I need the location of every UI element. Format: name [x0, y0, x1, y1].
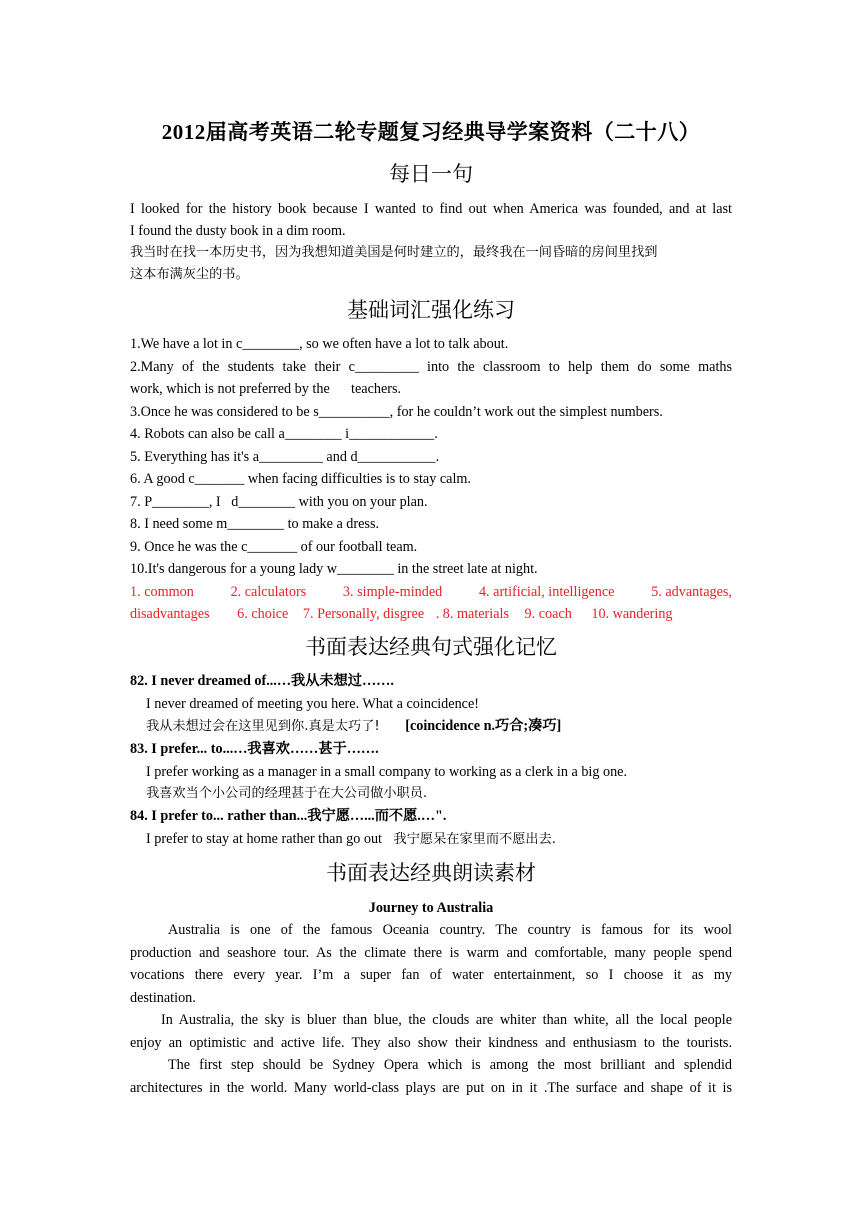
daily-en-line: I looked for the history book because I wanted to find out when America was founded, and at last — [130, 201, 732, 217]
daily-zh-line: 这本布满灰尘的书。 — [130, 267, 249, 282]
pattern-title: 82. I never dreamed of...…我从未想过……. — [130, 673, 394, 689]
pattern-translation: 我宁愿呆在家里而不愿出去. — [393, 832, 556, 847]
answer-item: 9. coach — [524, 606, 572, 622]
answer-key-row — [130, 603, 732, 625]
answer-item: 6. choice — [237, 606, 289, 622]
pattern-title: 83. I prefer... to...…我喜欢……甚于……. — [130, 741, 379, 757]
article-line: In Australia, the sky is bluer than blue, the clouds are whiter than white, all the local people — [161, 1012, 732, 1028]
answer-item: 2. calculators — [230, 584, 307, 600]
daily-en-line: I found the dusty book in a dim room. — [130, 223, 346, 239]
article-title: Journey to Australia — [368, 900, 494, 916]
vocab-question: 2.Many of the students take their c_________ into the classroom to help them do some maths — [130, 359, 732, 375]
pattern-example-row — [130, 828, 748, 851]
article-line: The first step should be Sydney Opera which is among the most brilliant and splendid — [168, 1057, 732, 1073]
vocab-question: 3.Once he was considered to be s__________, for he couldn’t work out the simplest numbers. — [130, 404, 663, 420]
answer-item: . 8. materials — [435, 606, 509, 622]
reading-heading: 书面表达经典朗读素材 — [326, 861, 536, 885]
pattern-translation: 我喜欢当个小公司的经理甚于在大公司做小职员. — [146, 786, 428, 801]
daily-heading: 每日一句 — [389, 162, 473, 186]
vocab-question: 10.It's dangerous for a young lady w________ in the street late at night. — [130, 561, 538, 577]
answer-item: 5. advantages, — [651, 584, 732, 600]
vocab-question: 6. A good c_______ when facing difficulties is to stay calm. — [130, 471, 471, 487]
pattern-example: I prefer working as a manager in a small company to working as a clerk in a big one. — [146, 764, 628, 780]
pattern-title: 84. I prefer to... rather than...我宁愿…...而不愿.…". — [130, 808, 447, 824]
answer-item: 1. common — [130, 584, 194, 600]
answer-item: 3. simple-minded — [342, 584, 443, 600]
answer-item: 10. wandering — [591, 606, 673, 622]
pattern-example: I prefer to stay at home rather than go out — [146, 831, 382, 847]
patterns-heading: 书面表达经典句式强化记忆 — [305, 635, 557, 659]
article-line: destination. — [130, 990, 196, 1006]
vocab-question: 4. Robots can also be call a________ i____________. — [130, 426, 438, 442]
vocab-question: 9. Once he was the c_______ of our football team. — [130, 539, 418, 555]
daily-zh-line: 我当时在找一本历史书，因为我想知道美国是何时建立的，最终我在一间昏暗的房间里找到 — [130, 245, 658, 260]
vocab-question: 7. P________, I d________ with you on your plan. — [130, 494, 428, 510]
article-line: production and seashore tour. As the climate there is warm and comfortable, many people spend — [130, 945, 732, 961]
article-line: architectures in the world. Many world-class plays are put on in it .The surface and shape of it is — [130, 1080, 732, 1096]
pattern-translation-row — [130, 715, 748, 738]
article-line: vocations there every year. I’m a super fan of water entertainment, so I choose it as my — [130, 967, 732, 983]
vocab-heading: 基础词汇强化练习 — [347, 298, 515, 322]
vocab-question: 5. Everything has it's a_________ and d___________. — [130, 449, 440, 465]
pattern-note: [coincidence n.巧合;凑巧] — [405, 718, 562, 734]
answer-item: 4. artificial, intelligence — [478, 584, 615, 600]
article-line: enjoy an optimistic and active life. They also show their kindness and enthusiasm to the tourists. — [130, 1035, 732, 1051]
document-title: 2012届高考英语二轮专题复习经典导学案资料（二十八） — [161, 120, 701, 144]
article-line: Australia is one of the famous Oceania country. The country is famous for its wool — [168, 922, 732, 938]
answer-item: 7. Personally, disgree — [302, 606, 425, 622]
pattern-example: I never dreamed of meeting you here. What a coincidence! — [146, 696, 479, 712]
answer-item: disadvantages — [130, 606, 210, 622]
answer-key-row — [130, 581, 732, 603]
vocab-question: work, which is not preferred by the teachers. — [130, 381, 402, 397]
vocab-question: 1.We have a lot in c________, so we often have a lot to talk about. — [130, 336, 509, 352]
vocab-question: 8. I need some m________ to make a dress. — [130, 516, 380, 532]
pattern-translation: 我从未想过会在这里见到你.真是太巧了! — [146, 719, 380, 734]
